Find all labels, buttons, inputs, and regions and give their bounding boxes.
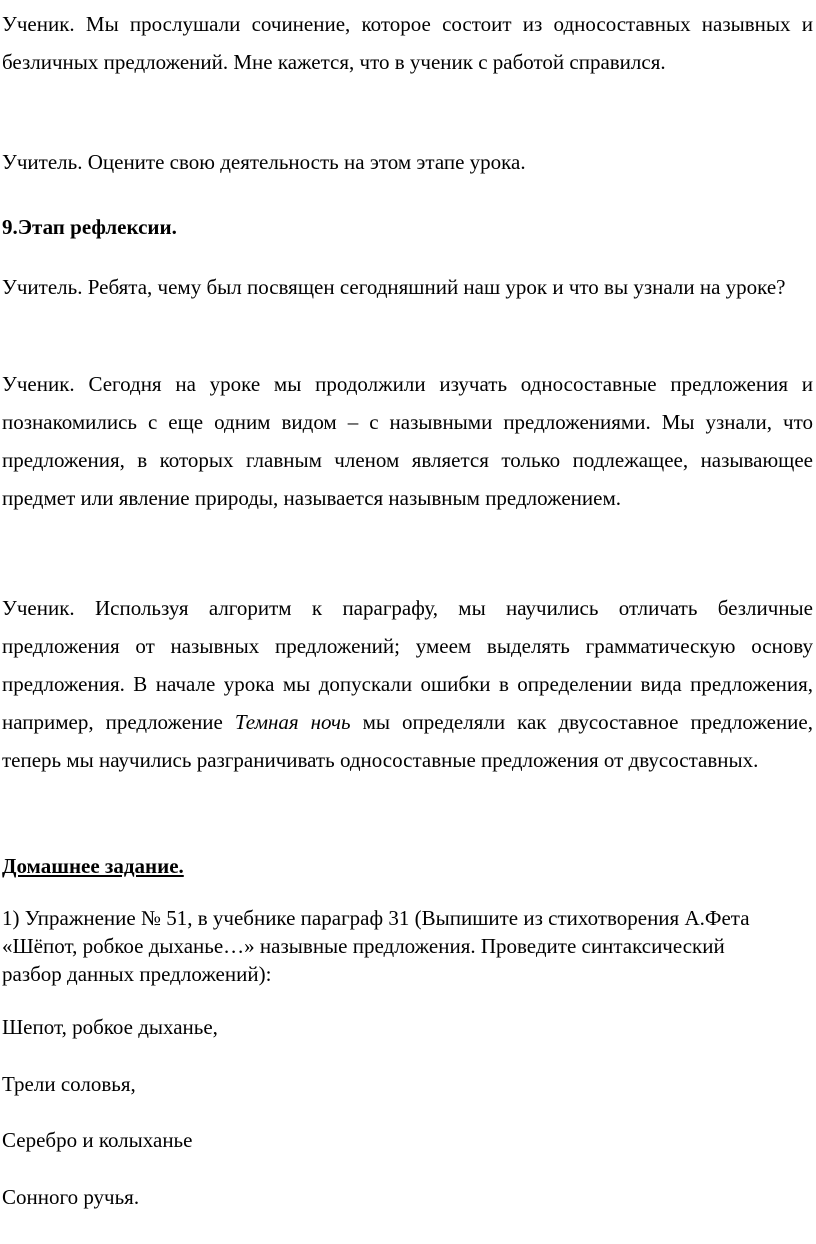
heading-reflection-stage: 9.Этап рефлексии. <box>2 215 177 239</box>
paragraph-student-algorithm-part1: Ученик. Используя алгоритм к параграфу, мы научились отличать безличные предложения от назывных предложений; умеем выделять грамматическую основу предложения. В начале урока мы допускали ошибки в определении вида предложения, например, предложение <box>2 596 813 734</box>
poem-line-4: Сонного ручья. <box>2 1185 140 1209</box>
example-sentence-italic: Темная ночь <box>234 710 351 734</box>
paragraph-student-algorithm-part2: мы определяли как двусоставное предложение, теперь мы научились разграничивать односоставные предложения от двусоставных. <box>2 710 813 772</box>
heading-homework: Домашнее задание. <box>2 854 184 878</box>
poem-line-2: Трели соловья, <box>2 1072 136 1096</box>
poem-line-3: Серебро и колыханье <box>2 1128 193 1152</box>
paragraph-teacher-question: Учитель. Ребята, чему был посвящен сегодняшний наш урок и что вы узнали на уроке? <box>2 275 786 299</box>
paragraph-student-nominative: Ученик. Сегодня на уроке мы продолжили изучать односоставные предложения и познакомились с еще одним видом – с назывными предложениями. Мы узнали, что предложения, в которых главным членом является только подлежащее, называющее предмет или явление природы, называется назывным предложением. <box>2 372 813 510</box>
paragraph-teacher-evaluate: Учитель. Оцените свою деятельность на этом этапе урока. <box>2 150 526 174</box>
homework-task: 1) Упражнение № 51, в учебнике параграф 31 (Выпишите из стихотворения А.Фета «Шёпот, робкое дыханье…» назывные предложения. Проведите синтаксический разбор данных предложений): <box>2 906 750 986</box>
paragraph-student-algorithm <box>2 589 813 779</box>
paragraph-student-essay: Ученик. Мы прослушали сочинение, которое состоит из односоставных назывных и безличных предложений. Мне кажется, что в ученик с работой справился. <box>2 12 813 74</box>
poem-line-1: Шепот, робкое дыханье, <box>2 1015 218 1039</box>
